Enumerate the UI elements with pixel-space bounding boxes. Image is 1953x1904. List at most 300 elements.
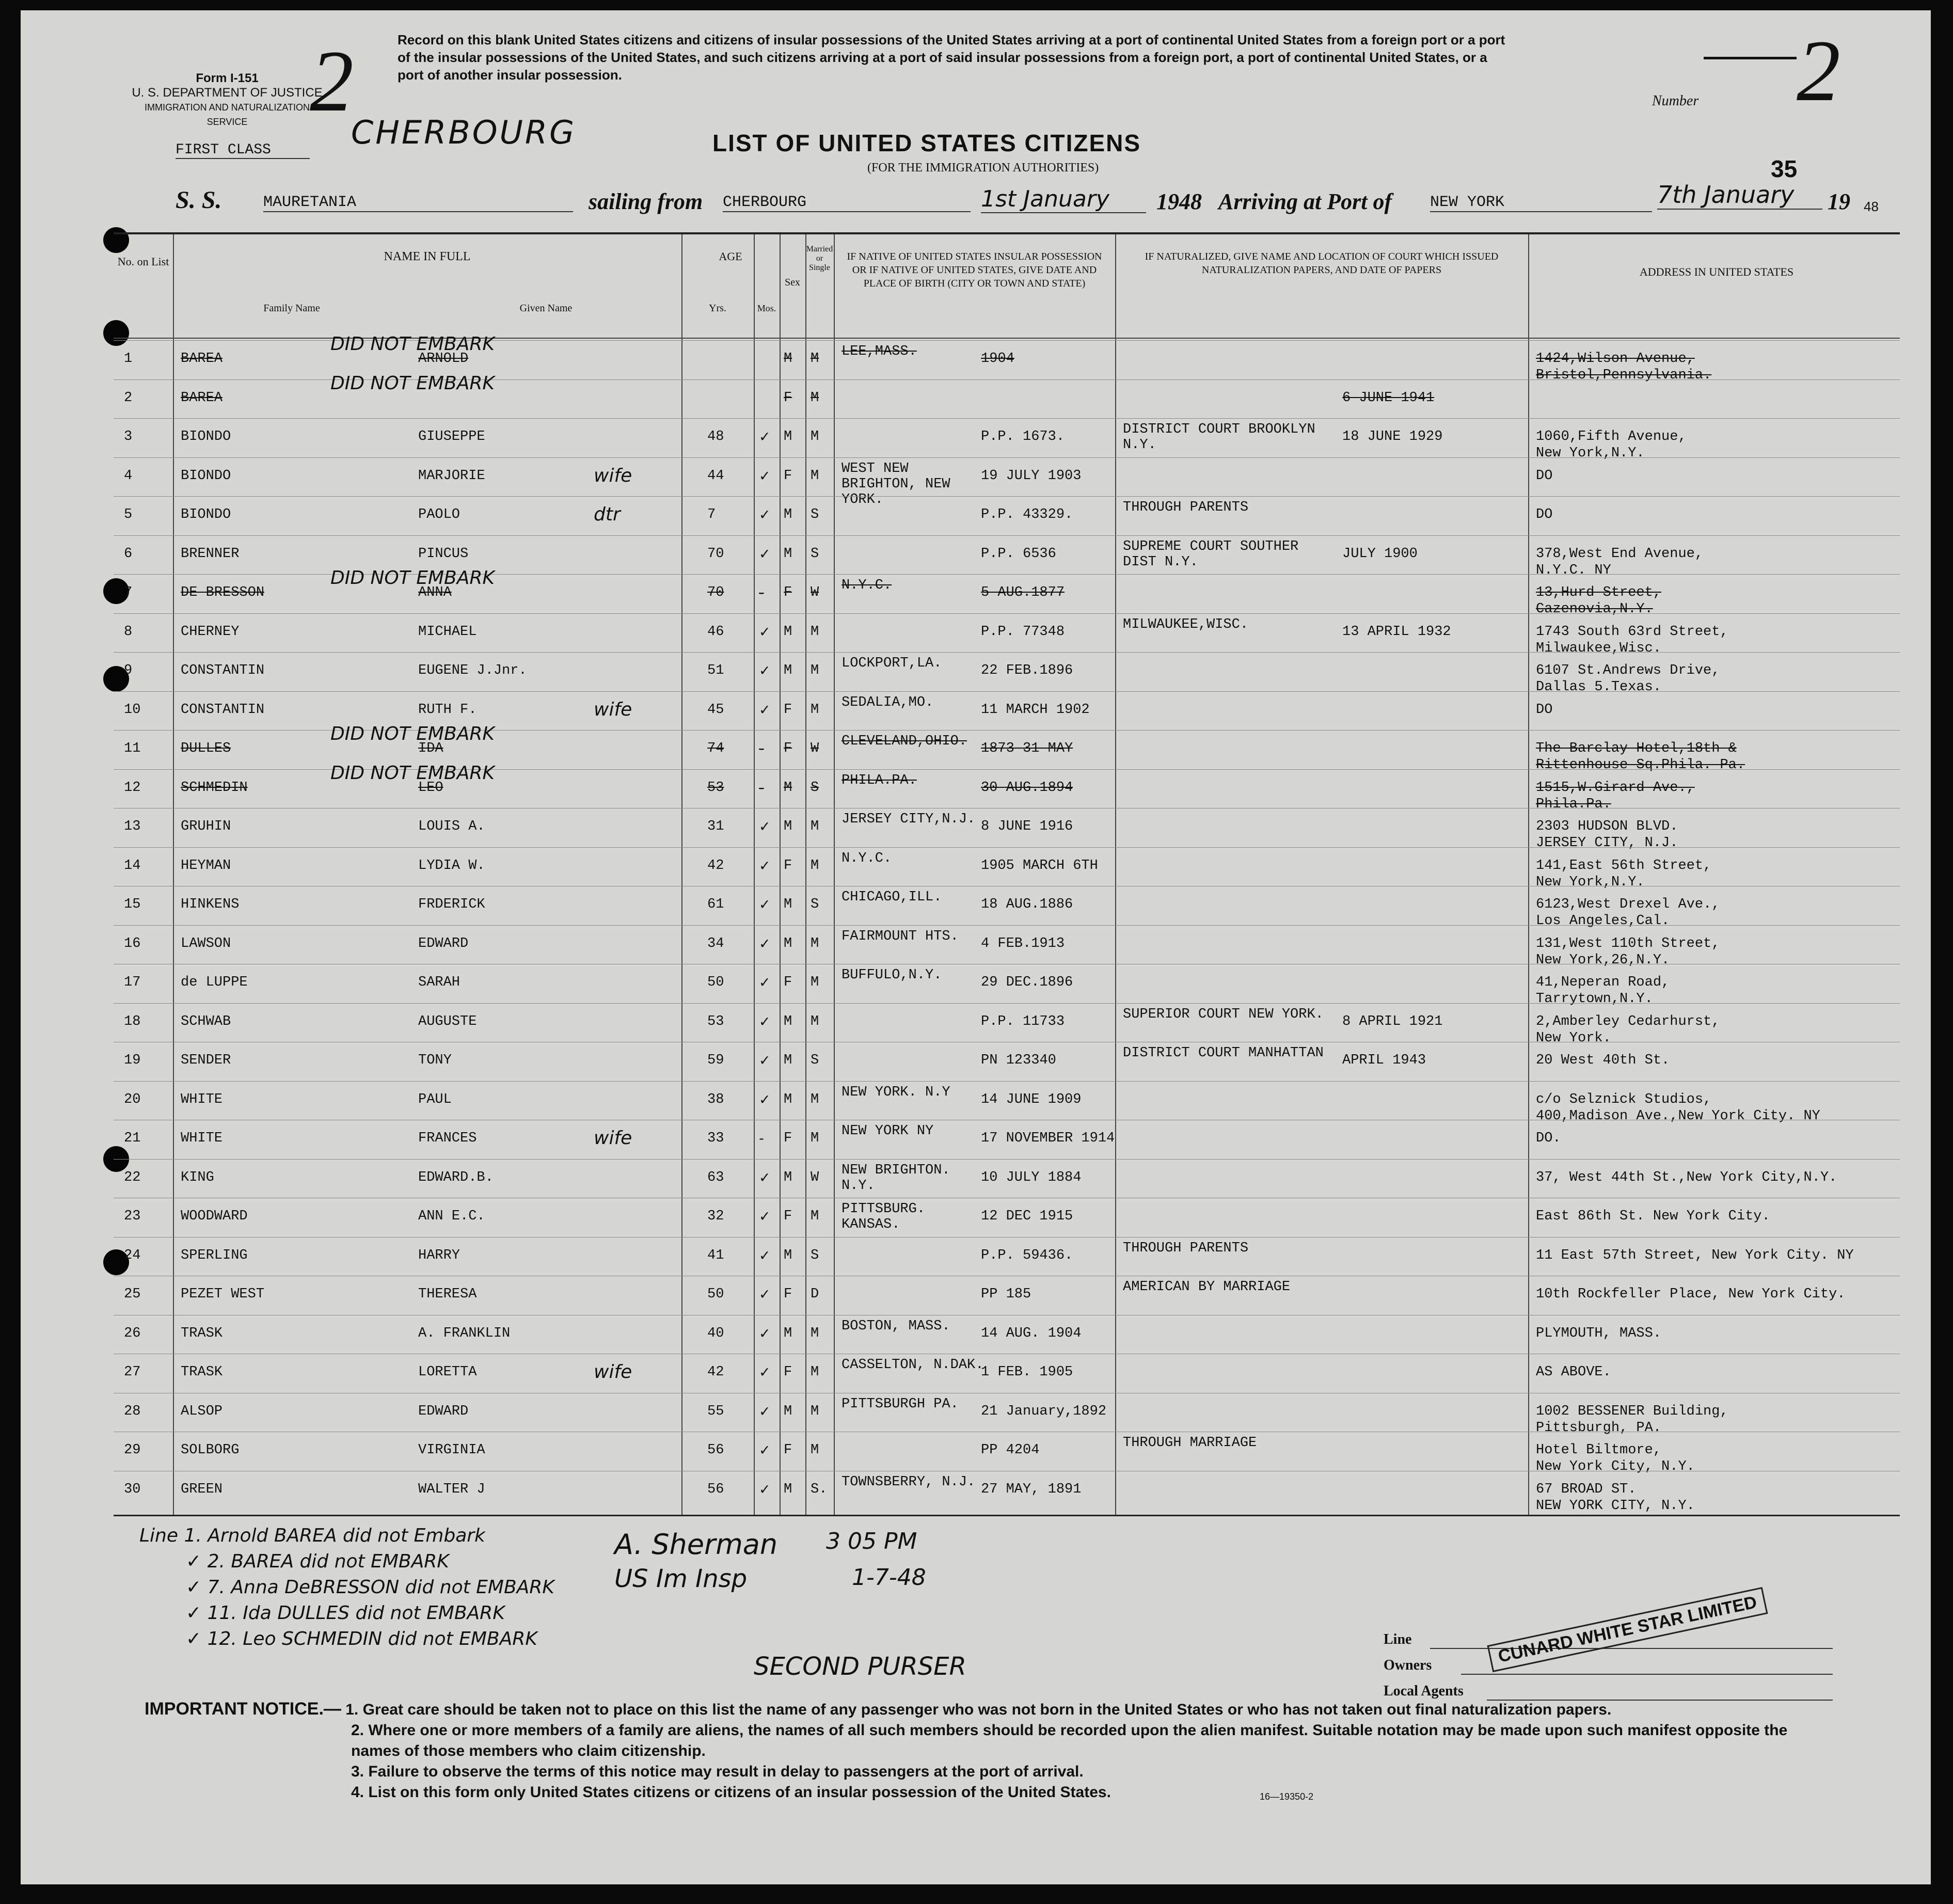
family-name: GRUHIN <box>181 819 231 834</box>
birth-date: P.P. 1673. <box>981 429 1065 445</box>
table-row <box>114 1081 1900 1123</box>
sex: M <box>784 507 792 522</box>
address-line-2: Dallas 5.Texas. <box>1536 679 1662 695</box>
age-months: ✓ <box>759 546 771 562</box>
age-years: 48 <box>707 429 724 445</box>
family-name: TRASK <box>181 1364 223 1380</box>
birth-place: PITTSBURGH PA. <box>841 1396 959 1412</box>
address-line-1: 20 West 40th St. <box>1536 1053 1670 1068</box>
birth-place: CLEVELAND,OHIO. <box>841 734 967 749</box>
corner-number: 35 <box>1771 155 1798 182</box>
given-name: RUTH F. <box>418 702 477 718</box>
ss-label: S. S. <box>176 186 222 214</box>
row-number: 13 <box>124 819 141 834</box>
owners-underline <box>1461 1674 1833 1675</box>
sex: M <box>784 1053 792 1068</box>
age-years: 41 <box>707 1247 724 1263</box>
birth-date: 1905 MARCH 6TH <box>981 858 1098 874</box>
sex: M <box>784 1013 792 1029</box>
birth-place: LEE,MASS. <box>841 344 917 359</box>
birth-date: P.P. 77348 <box>981 624 1065 640</box>
sex: F <box>784 1209 792 1224</box>
birth-place: CASSELTON, N.DAK. <box>841 1357 984 1373</box>
row-annotation: DID NOT EMBARK <box>330 334 495 355</box>
sailing-label: sailing from <box>589 189 703 214</box>
birth-date: 1 FEB. 1905 <box>981 1364 1073 1380</box>
age-months: - <box>759 1131 764 1147</box>
birth-date: P.P. 11733 <box>981 1013 1065 1029</box>
table-row <box>114 1432 1900 1473</box>
arrival-year-prefix: 19 <box>1828 189 1850 214</box>
family-name: BIONDO <box>181 429 231 445</box>
age-years: 56 <box>707 1481 724 1497</box>
agents-label: Local Agents <box>1384 1683 1464 1699</box>
age-months: ✓ <box>759 624 771 640</box>
sex: F <box>784 468 792 484</box>
age-months: ✓ <box>759 1287 771 1303</box>
number-dash <box>1704 57 1797 59</box>
family-name: BRENNER <box>181 546 240 562</box>
age-years: 42 <box>707 1364 724 1380</box>
list-subtitle: (FOR THE IMMIGRATION AUTHORITIES) <box>867 161 1099 174</box>
given-name: LYDIA W. <box>418 858 485 874</box>
sex: M <box>784 429 792 445</box>
marital-status: D <box>811 1287 819 1302</box>
naturalization-court: MILWAUKEE,WISC. <box>1123 616 1249 632</box>
table-row <box>114 1315 1900 1357</box>
marital-status: S. <box>811 1481 828 1497</box>
age-years: 50 <box>707 1287 724 1302</box>
row-number: 9 <box>124 663 133 678</box>
sex: M <box>784 663 792 678</box>
table-row <box>114 1120 1900 1162</box>
sex: M <box>784 546 792 562</box>
birth-date: 4 FEB.1913 <box>981 935 1065 951</box>
naturalization-date: 13 APRIL 1932 <box>1342 624 1451 640</box>
family-name: WHITE <box>181 1091 223 1107</box>
departure-port: CHERBOURG <box>723 194 971 212</box>
intro-text: Record on this blank United States citizens and citizens of insular possessions of the United States arriving at a port of continental United States from a foreign port or a port of the insular possessions of the United States, and such citizens arriving at a port of said insular possessions from a foreign port, a port of continental United States, or a port of another insular possession. <box>398 32 1505 83</box>
address-line-1: c/o Selznick Studios, <box>1536 1091 1712 1107</box>
col-naturalized-header: IF NATURALIZED, GIVE NAME AND LOCATION OF COURT WHICH ISSUED NATURALIZATION PAPERS, AND DATE OF PAPERS <box>1145 251 1499 276</box>
embark-note: Line 1. Arnold BAREA did not Embark <box>139 1525 485 1546</box>
birth-date: 1904 <box>981 351 1014 367</box>
row-number: 6 <box>124 546 133 562</box>
family-name: DE BRESSON <box>181 585 265 600</box>
address-line-1: 10th Rockfeller Place, New York City. <box>1536 1287 1846 1302</box>
ship-name: MAURETANIA <box>263 194 573 212</box>
row-number: 22 <box>124 1169 141 1185</box>
marital-status: M <box>811 429 819 445</box>
address-line-1: 131,West 110th Street, <box>1536 935 1720 951</box>
family-name: de LUPPE <box>181 975 248 990</box>
address-line-2: New York,N.Y. <box>1536 446 1645 461</box>
port-handwritten: CHERBOURG <box>351 114 577 151</box>
birth-place: BUFFULO,N.Y. <box>841 967 942 983</box>
given-name: HARRY <box>418 1247 461 1263</box>
arrival-year: 48 <box>1864 199 1879 214</box>
given-name: AUGUSTE <box>418 1013 477 1029</box>
table-row <box>114 1393 1900 1435</box>
age-months: ✓ <box>759 702 771 718</box>
given-name: EDWARD <box>418 935 469 951</box>
notice-heading: IMPORTANT NOTICE.— <box>145 1699 341 1719</box>
row-number: 2 <box>124 390 133 406</box>
age-years: 63 <box>707 1169 724 1185</box>
table-row <box>114 418 1900 460</box>
table-row <box>114 1042 1900 1084</box>
given-name: LOUIS A. <box>418 819 485 834</box>
sex: M <box>784 1091 792 1107</box>
marital-status: M <box>811 858 819 874</box>
birth-date: 14 AUG. 1904 <box>981 1325 1082 1341</box>
col-birth-header: IF NATIVE OF UNITED STATES INSULAR POSSESSION OR IF NATIVE OF UNITED STATES, GIVE DATE AND PLACE OF BIRTH (CITY OR TOWN AND STATE) <box>847 251 1102 289</box>
row-number: 30 <box>124 1481 141 1497</box>
row-number: 4 <box>124 468 133 484</box>
marital-status: M <box>811 935 819 951</box>
row-number: 21 <box>124 1131 141 1146</box>
address-line-1: DO <box>1536 702 1553 718</box>
printer-code: 16—19350-2 <box>1260 1791 1314 1802</box>
owners-label: Owners <box>1384 1657 1432 1673</box>
address-line-2: Tarrytown,N.Y. <box>1536 991 1653 1007</box>
marital-status: M <box>811 351 819 367</box>
family-name: SCHMEDIN <box>181 780 248 796</box>
table-row <box>114 1354 1900 1395</box>
row-number: 11 <box>124 741 141 756</box>
address-line-2: Rittenhouse Sq.Phila. Pa. <box>1536 757 1745 773</box>
row-number: 17 <box>124 975 141 990</box>
age-months: ✓ <box>759 1169 771 1186</box>
inspector-signature: A. Sherman <box>614 1528 778 1561</box>
address-line-1: 11 East 57th Street, New York City. NY <box>1536 1247 1854 1263</box>
address-line-2: New York,N.Y. <box>1536 874 1645 890</box>
address-line-2: Cazenovia,N.Y. <box>1536 601 1653 617</box>
address-line-2: New York City, N.Y. <box>1536 1459 1695 1474</box>
embark-note: ✓ 2. BAREA did not EMBARK <box>186 1551 449 1572</box>
birth-place: WEST NEW BRIGHTON, NEW YORK. <box>841 461 950 507</box>
table-row <box>114 1159 1900 1201</box>
address-line-2: New York,26,N.Y. <box>1536 952 1670 968</box>
marital-status: W <box>811 741 819 756</box>
col-sex-header: Sex <box>785 277 800 288</box>
birth-place: NEW YORK. N.Y <box>841 1084 950 1100</box>
birth-date: 17 NOVEMBER 1914 <box>981 1131 1115 1146</box>
birth-date: 29 DEC.1896 <box>981 975 1073 990</box>
col-married-header: Married or Single <box>806 245 833 272</box>
sailing-date: 1st January <box>981 186 1146 213</box>
age-years: 34 <box>707 935 724 951</box>
notice-item: 2. Where one or more members of a family are aliens, the names of all such members should be recorded upon the alien manifest. Suitable notation may be made upon such manifest opposite the names of those members who claim citizenship. <box>351 1722 1788 1759</box>
sex: F <box>784 1287 792 1302</box>
age-months: - <box>759 780 764 796</box>
sex: F <box>784 741 792 756</box>
birth-date: P.P. 59436. <box>981 1247 1073 1263</box>
col-no-header: No. on List <box>117 255 169 268</box>
marital-status: S <box>811 897 819 912</box>
birth-place: PHILA.PA. <box>841 772 917 788</box>
marital-status: W <box>811 585 819 600</box>
age-years: 46 <box>707 624 724 640</box>
birth-date: P.P. 6536 <box>981 546 1056 562</box>
family-name: KING <box>181 1169 214 1185</box>
age-months: ✓ <box>759 858 771 874</box>
arrival-date: 7th January <box>1657 181 1822 210</box>
sex: M <box>784 897 792 912</box>
row-number: 3 <box>124 429 133 445</box>
birth-date: 19 JULY 1903 <box>981 468 1082 484</box>
age-months: ✓ <box>759 429 771 445</box>
given-name: SARAH <box>418 975 461 990</box>
given-name: LEO <box>418 780 443 796</box>
address-line-1: 37, West 44th St.,New York City,N.Y. <box>1536 1169 1837 1185</box>
age-months: ✓ <box>759 1403 771 1420</box>
row-number: 14 <box>124 858 141 874</box>
address-line-1: 1002 BESSENER Building, <box>1536 1403 1728 1419</box>
age-years: 59 <box>707 1053 724 1068</box>
naturalization-court: THROUGH PARENTS <box>1123 1240 1249 1256</box>
age-months: ✓ <box>759 975 771 991</box>
birth-date: 30 AUG.1894 <box>981 780 1073 796</box>
sailing-year: 1948 <box>1156 189 1202 214</box>
naturalization-court: AMERICAN BY MARRIAGE <box>1123 1279 1291 1295</box>
family-name: WOODWARD <box>181 1209 248 1224</box>
marital-status: S <box>811 780 819 796</box>
naturalization-date: 6 JUNE 1941 <box>1342 390 1435 406</box>
naturalization-court: SUPREME COURT SOUTHER DIST N.Y. <box>1123 538 1299 570</box>
birth-date: 5 AUG.1877 <box>981 585 1065 600</box>
row-number: 10 <box>124 702 141 718</box>
address-line-2: New York. <box>1536 1030 1611 1046</box>
col-mos-header: Mos. <box>757 303 776 313</box>
address-line-1: 1515,W.Girard Ave., <box>1536 780 1695 796</box>
marital-status: S <box>811 507 819 522</box>
given-name: EDWARD.B. <box>418 1169 494 1185</box>
given-name: PAUL <box>418 1091 452 1107</box>
age-years: 74 <box>707 741 724 756</box>
given-name: WALTER J <box>418 1481 485 1497</box>
marital-status: M <box>811 1091 819 1107</box>
age-years: 32 <box>707 1209 724 1224</box>
page-mark-right: 2 <box>1797 22 1840 119</box>
col-address-header: ADDRESS IN UNITED STATES <box>1639 265 1794 278</box>
family-name: SCHWAB <box>181 1013 231 1029</box>
age-months: ✓ <box>759 1091 771 1108</box>
table-row <box>114 652 1900 694</box>
class-label: FIRST CLASS <box>176 142 310 159</box>
age-months: ✓ <box>759 663 771 679</box>
birth-date: 12 DEC 1915 <box>981 1209 1073 1224</box>
naturalization-court: THROUGH MARRIAGE <box>1123 1435 1257 1451</box>
marital-status: S <box>811 546 819 562</box>
row-annotation: DID NOT EMBARK <box>330 723 495 744</box>
col-family-header: Family Name <box>263 303 320 314</box>
family-name: DULLES <box>181 741 231 756</box>
marital-status: M <box>811 1364 819 1380</box>
embark-notes <box>139 1523 554 1652</box>
marital-status: M <box>811 1209 819 1224</box>
age-months: ✓ <box>759 1247 771 1264</box>
marital-status: M <box>811 1325 819 1341</box>
row-number: 23 <box>124 1209 141 1224</box>
sex: M <box>784 780 792 796</box>
address-line-1: DO <box>1536 468 1553 484</box>
age-years: 50 <box>707 975 724 990</box>
sex: F <box>784 390 792 406</box>
address-line-1: 1060,Fifth Avenue, <box>1536 429 1687 445</box>
page-mark-left: 2 <box>310 33 354 130</box>
marital-status: M <box>811 819 819 834</box>
birth-date: 14 JUNE 1909 <box>981 1091 1082 1107</box>
birth-date: 27 MAY, 1891 <box>981 1481 1082 1497</box>
arrival-port: NEW YORK <box>1430 194 1652 212</box>
embark-note: ✓ 7. Anna DeBRESSON did not EMBARK <box>186 1577 554 1598</box>
age-years: 42 <box>707 858 724 874</box>
row-annotation: wife <box>594 1361 632 1383</box>
address-line-1: 6123,West Drexel Ave., <box>1536 897 1720 912</box>
row-number: 5 <box>124 507 133 522</box>
row-number: 8 <box>124 624 133 640</box>
age-months: - <box>759 585 764 601</box>
col-name-header: NAME IN FULL <box>384 250 471 263</box>
notice-item: 4. List on this form only United States citizens or citizens of an insular possession of the United States. <box>351 1784 1111 1801</box>
row-number: 20 <box>124 1091 141 1107</box>
sex: F <box>784 1131 792 1146</box>
birth-date: 1873 31 MAY <box>981 741 1073 756</box>
naturalization-court: DISTRICT COURT MANHATTAN <box>1123 1045 1324 1061</box>
table-row <box>114 613 1900 655</box>
sex: M <box>784 624 792 640</box>
sex: F <box>784 1364 792 1380</box>
list-title: LIST OF UNITED STATES CITIZENS <box>712 130 1141 156</box>
inspection-date: 1-7-48 <box>852 1564 926 1591</box>
naturalization-date: APRIL 1943 <box>1342 1053 1426 1068</box>
row-annotation: DID NOT EMBARK <box>330 567 495 589</box>
marital-status: M <box>811 1013 819 1029</box>
line-label: Line <box>1384 1631 1412 1647</box>
birth-date: PP 185 <box>981 1287 1031 1302</box>
family-name: BAREA <box>181 390 223 406</box>
given-name: MARJORIE <box>418 468 485 484</box>
service-name: IMMIGRATION AND NATURALIZATION SERVICE <box>144 102 310 127</box>
address-line-1: 1743 South 63rd Street, <box>1536 624 1728 640</box>
age-years: 7 <box>707 507 716 522</box>
naturalization-court: DISTRICT COURT BROOKLYN N.Y. <box>1123 422 1315 453</box>
table-row <box>114 808 1900 850</box>
row-number: 27 <box>124 1364 141 1380</box>
age-years: 53 <box>707 1013 724 1029</box>
address-line-1: 1424,Wilson Avenue, <box>1536 351 1695 367</box>
inspector-title: US Im Insp <box>614 1564 748 1593</box>
embark-note: ✓ 12. Leo SCHMEDIN did not EMBARK <box>186 1628 537 1649</box>
family-name: GREEN <box>181 1481 223 1497</box>
age-months: ✓ <box>759 1013 771 1030</box>
birth-place: JERSEY CITY,N.J. <box>841 812 976 827</box>
row-number: 25 <box>124 1287 141 1302</box>
address-line-2: NEW YORK CITY, N.Y. <box>1536 1498 1695 1514</box>
age-months: ✓ <box>759 1442 771 1458</box>
birth-place: N.Y.C. <box>841 850 892 866</box>
family-name: CONSTANTIN <box>181 663 265 678</box>
birth-place: LOCKPORT,LA. <box>841 656 942 671</box>
table-row <box>114 925 1900 967</box>
table-row <box>114 496 1900 538</box>
family-name: CONSTANTIN <box>181 702 265 718</box>
age-months: ✓ <box>759 1325 771 1342</box>
marital-status: M <box>811 663 819 678</box>
col-age-header: AGE <box>719 250 742 263</box>
family-name: SOLBORG <box>181 1442 240 1458</box>
given-name: PINCUS <box>418 546 469 562</box>
arriving-label: Arriving at Port of <box>1218 189 1392 214</box>
sex: F <box>784 585 792 600</box>
form-number: Form I-151 <box>196 71 259 85</box>
birth-place: CHICAGO,ILL. <box>841 890 942 905</box>
naturalization-court: THROUGH PARENTS <box>1123 500 1249 515</box>
table-row <box>114 847 1900 889</box>
birth-date: 18 AUG.1886 <box>981 897 1073 912</box>
sex: M <box>784 351 792 367</box>
marital-status: M <box>811 624 819 640</box>
row-annotation: DID NOT EMBARK <box>330 372 495 394</box>
address-line-1: DO. <box>1536 1131 1561 1146</box>
family-name: TRASK <box>181 1325 223 1341</box>
age-months: ✓ <box>759 1364 771 1381</box>
age-years: 56 <box>707 1442 724 1458</box>
birth-place: FAIRMOUNT HTS. <box>841 928 959 944</box>
marital-status: W <box>811 1169 819 1185</box>
family-name: CHERNEY <box>181 624 240 640</box>
marital-status: M <box>811 1131 819 1146</box>
row-number: 28 <box>124 1403 141 1419</box>
given-name: THERESA <box>418 1287 477 1302</box>
address-line-2: Phila.Pa. <box>1536 796 1611 812</box>
row-number: 16 <box>124 935 141 951</box>
age-years: 40 <box>707 1325 724 1341</box>
age-months: ✓ <box>759 1209 771 1225</box>
age-years: 31 <box>707 819 724 834</box>
given-name: GIUSEPPE <box>418 429 485 445</box>
family-name: BIONDO <box>181 507 231 522</box>
table-row <box>114 1237 1900 1279</box>
given-name: ANNA <box>418 585 452 600</box>
row-number: 15 <box>124 897 141 912</box>
marital-status: M <box>811 1442 819 1458</box>
table-row <box>114 886 1900 928</box>
family-name: SENDER <box>181 1053 231 1068</box>
address-line-1: 2303 HUDSON BLVD. <box>1536 819 1678 834</box>
age-months: - <box>759 741 764 757</box>
sex: M <box>784 1169 792 1185</box>
age-months: ✓ <box>759 1053 771 1069</box>
address-line-2: 400,Madison Ave.,New York City. NY <box>1536 1108 1820 1124</box>
table-row <box>114 1003 1900 1045</box>
given-name: TONY <box>418 1053 452 1068</box>
purser-signature: SECOND PURSER <box>754 1652 966 1681</box>
address-line-1: 378,West End Avenue, <box>1536 546 1704 562</box>
address-line-1: Hotel Biltmore, <box>1536 1442 1662 1458</box>
marital-status: M <box>811 1403 819 1419</box>
important-notice <box>145 1699 1822 1803</box>
address-line-2: Pittsburgh, PA. <box>1536 1420 1662 1436</box>
row-number: 18 <box>124 1013 141 1029</box>
birth-place: BOSTON, MASS. <box>841 1318 950 1334</box>
address-line-2: Los Angeles,Cal. <box>1536 913 1670 929</box>
col-yrs-header: Yrs. <box>709 303 726 314</box>
given-name: EDWARD <box>418 1403 469 1419</box>
birth-place: NEW YORK NY <box>841 1123 934 1139</box>
family-name: HINKENS <box>181 897 240 912</box>
